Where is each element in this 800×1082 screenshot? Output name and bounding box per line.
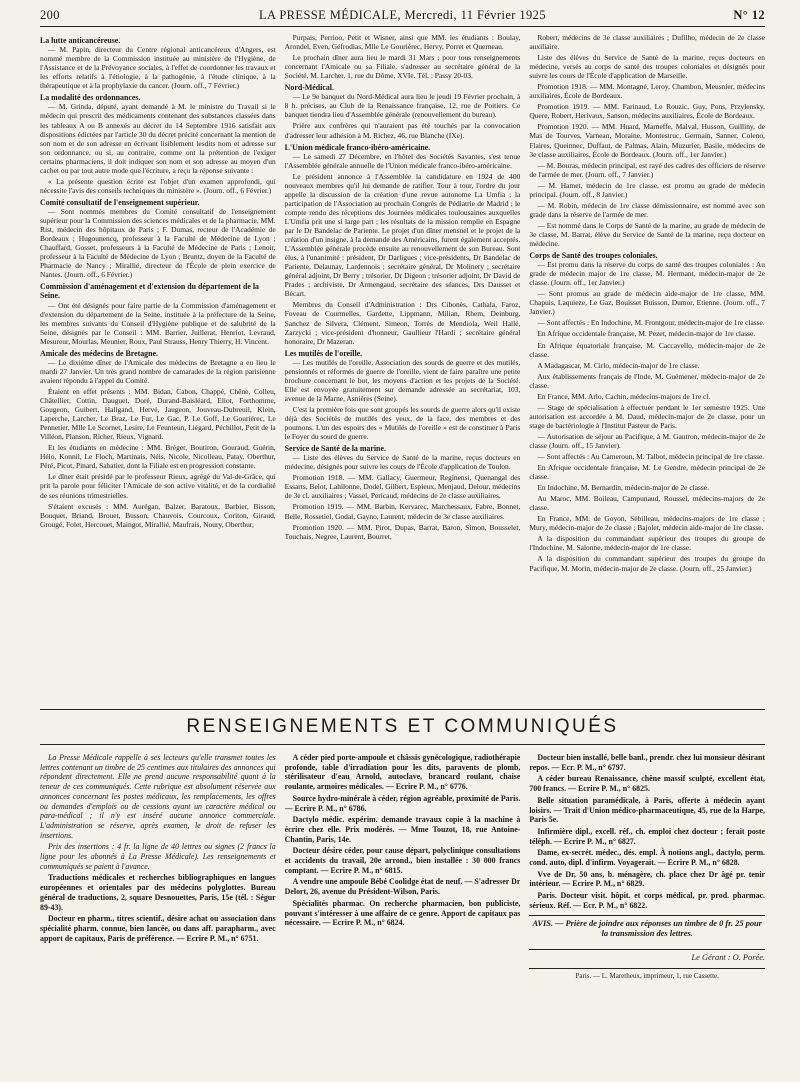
- article-paragraph: S'étaient excusés : MM. Aurégan, Balzer, Baratoux, Barbier, Bisson, Bouquet, Briand, Brouet, Busson, Chauvois, Courcoux, Coriton, Giraud, Grougé, Folet, Hercouet, Maingot, Mirallié, Maufrais, Noury, Oberthur,: [40, 501, 276, 529]
- classified-ad: Source hydro-minérale à céder, région agréable, proximité de Paris. — Ecrire P. M., n° 6786.: [284, 793, 521, 813]
- article-heading: Amicale des médecins de Bretagne.: [40, 348, 158, 358]
- classified-ad: Spécialités pharmac. On recherche pharmacien, bon publiciste, pouvant s'intéresser à une affaire de ce genre. Apport de capitaux pas nécessaire. — Ecrire P. M., n° 6824.: [284, 898, 521, 928]
- classified-ad: Vve de Dr, 50 ans, b. ménagère, ch. place chez Dr âgé pr. tenir intérieur. — Ecrire P. M., n° 6829.: [529, 869, 766, 889]
- classified-ad: A céder pied porte-ampoule et châssis gynécologique, radiothérapie profonde, table d'irradiation pour les dits, paravents de plomb, stérilisateur d'eau Arnold, autoclave, brancard roulant, chaise roulante, armoires médicales. — Ecrire P. M., n° 6776.: [284, 753, 521, 792]
- printer-line: Paris. — L. Maretheux, imprimeur, 1, rue Cassette.: [529, 968, 765, 982]
- article-paragraph: — Ont été désignés pour faire partie de la Commission d'aménagement et d'extension du département de la Seine, instituée à la préfecture de la Seine, les membres suivants du Conseil d'Hygiène publique et de salubrité de la Seine, désignés par le Conseil : MM. Barrier, Juillerat, Henriot, Levraud, Mesureur, Mourlas, Meunier, Roux, Paul Strauss, Henry Thierry, H. Vincent.: [40, 300, 276, 346]
- top-columns: [40, 33, 765, 701]
- article-paragraph: Membres du Conseil d'Administration : Drs Cibonès, Cathala, Faroz, Foveau de Courmelles, Gardette, Lippmann, Milian, Rhem, Deinburg, Sanchez de Silvera, Clément, Simeon, Torrès de Mendiola, Weil Hallé, Zarzycki ; vice-président d'honneur, Gaullieur l'Hardi ; secrétaire général honoraire, Dr Mazeran.: [284, 300, 521, 346]
- article-paragraph: — Sont affectés : En Indochine, M. Frontgour, médecin-major de 1re classe.: [537, 318, 765, 328]
- classified-ad: Belle situation paramédicale, à Paris, offerte à médecin ayant loisirs. — Trait d'Union médico-pharmaceutique, 45, rue de la Harpe, Paris 5e.: [529, 795, 766, 825]
- section-divider-bottom: [40, 744, 765, 745]
- article-paragraph: — M. Hamet, médecin de 1re classe, est promu au grade de médecin principal. (Journ. off., 8 Janvier.): [529, 180, 766, 199]
- classified-ad: Infirmière dipl., excell. réf., ch. emploi chez docteur ; ferait poste téléph. — Ecrire P. M., n° 6827.: [529, 826, 766, 846]
- article-paragraph: Le président annonce à l'Assemblée la candidature en 1924 de 400 nouveaux membres qu'il lui demande de ratifier. Tour à tour, l'ordre du jour appelle la discussion de la création d'une revue autonome La Umfia ; la participation de l'Association au prochain Congrès de Pédiatrie de Madrid ; le compte rendu des réceptions des Journées médicales toulousaines auxquelles L'Umfia prit une si large part ; les résultats de la mission remplie en Espagne par le Dr Bandelac de Pariente. Le projet d'un dîner mensuel et le projet de la création d'un insigne, à la demande des Américains, furent également acceptés. L'Assemblée générale procède ensuite au renouvellement de son Bureau. Sont élus, à l'unanimité : président, Dr Darligues ; vice-présidents, Dr Bandelac de Pariente, Delaunay, Lardennois ; secrétaire général, Dr Molinery ; secrétaire général adjoint, Dr Berry ; trésorier, Dr Digeon ; trésorier adjoint, Dr David de Prades ; archiviste, Dr Armengaud, secrétaire des séances, Drs Dausset et Bécart.: [284, 171, 521, 299]
- article-paragraph: Promotion 1918. — MM. Montagné, Leroy, Chambon, Meusnier, médecins auxiliaires, École de Bordeaux.: [529, 82, 766, 101]
- article-heading: La lutte anticancéreuse.: [40, 36, 121, 45]
- newspaper-page: [40, 6, 765, 1076]
- article-paragraph: Promotion 1919. — MM. Barbin, Kervarec, Marchessaux, Fabre, Bonnet, Belle, Rossetiel, Godal, Gayno, Laurent, médecin de 3e classe auxiliaires.: [284, 502, 521, 521]
- article-paragraph: — Est promu dans la réserve du corps de santé des troupes coloniales : Au grade de médecin major de 1re classe, M. Hermant, médecin-major de 2e classe. (Journ. off., 1er Janvier.): [529, 260, 766, 288]
- article-paragraph: — M. Bouras, médecin principal, est rayé des cadres des officiers de réserve de l'armée de mer. (Journ. off., 7 Janvier.): [529, 160, 766, 179]
- article-paragraph: — Stage de spécialisation à effectuer pendant le 1er semestre 1925. Une autorisation est accordée à M. Daud, médecin-major de 2e classe, pour un stage de bactériologie à l'Institut Pasteur de Paris.: [529, 402, 766, 430]
- top-column-3: [529, 33, 765, 701]
- article-heading: Commission d'aménagement et d'extension du département de la Seine.: [40, 282, 259, 301]
- notice: AVIS. — Prière de joindre aux réponses un timbre de 0 fr. 25 pour la transmission des lettres.: [529, 915, 765, 939]
- article-heading: Nord-Médical.: [284, 83, 334, 93]
- bottom-column-3: [529, 753, 765, 1053]
- classified-ad: Dame, ex-secrét. médec., dés. empl. À notions angl., dactylo, perm. cond. auto, dipl. d'infirm. Voyagerait. — Ecrire P. M., n° 6828.: [529, 848, 766, 868]
- page-header: [40, 6, 765, 27]
- classified-ad: Paris. Docteur visit. hôpit. et corps médical, pr. prod. pharmac. sérieux. Réf. — Ecr. P. M., n° 6822.: [529, 891, 766, 910]
- article-paragraph: — Est nommé dans le Corps de Santé de la marine, au grade de médecin de 3e classe, M. Barrat, élève du Service de Santé de la marine, reçu docteur en médecine.: [529, 220, 766, 248]
- classified-ad: Docteur en pharm., titres scientif., désire achat ou association dans spécialité pharm. connue, bien lancée, ou dans aff. parapharm., avec apport de capitaux, Paris de préférence. — Ecrire P. M., n° 6751.: [40, 914, 276, 943]
- top-column-1: [40, 33, 276, 701]
- article-heading: L'Union médicale franco-ibéro-américaine.: [284, 142, 431, 152]
- article-heading: Corps de Santé des troupes coloniales.: [529, 251, 658, 261]
- article-paragraph: — M. Papin, directeur du Centre régional anticancéreux d'Angers, est nommé membre de la Commission instituée au ministère de l'Hygiène, de l'Assistance et de la Prévoyance sociales, à l'effet de coordonner les travaux et les efforts relatifs à l'étiologie, à la pathogénie, à l'étude clinique, à la thérapeutique et à la prophylaxie du cancer. (Journ. off., 7 Février.): [40, 45, 276, 91]
- article-paragraph: Promotion 1920. — MM. Huard, Marneffe, Malval, Husson, Guilliny, de Mas de Tourves, Varnean, Moraine, Montestruc, Germain, Sanner, Coleno, Flaires, Queinnec, Duffaut, de Palmas, Alain, Muzurier, Basile, médecins de 3e classe auxiliaires, École de Bordeaux. (Journ. off., 1er Janvier.): [529, 122, 766, 159]
- classified-ad: A vendre une ampoule Bébé Coolidge état de neuf. — S'adresser Dr Delort, 26, avenue du Président-Wilson, Paris.: [284, 877, 521, 897]
- article-paragraph: En Afrique occidentale française, M. Pezet, médecin-major de 1re classe.: [537, 329, 756, 339]
- issue-number: N° 12: [733, 8, 765, 22]
- article-paragraph: En Afrique occidentale française, M. Le Gendre, médecin principal de 2e classe.: [529, 463, 766, 482]
- article-paragraph: Au Maroc, MM. Boileau, Campunaud, Roussel, médecins-majors de 2e classe.: [529, 494, 766, 513]
- article-paragraph: Et les étudiants en médecine : MM. Bréger, Boutiron, Gouraud, Guérin, Hélo, Konnil, Le Floch, Martinais, Néis, Nicole, Nicolleau, Patay, Oberthur, Péré, Picot, Pinard, Sabatier, dont la Filiale est en progression constante.: [40, 443, 276, 471]
- article-paragraph: Purpais, Perrioo, Petit et Wisner, ainsi que MM. les étudiants : Boulay, Arondel, Even, Géfrodias, Mlle Le Gouriérec, Hervy, Porret et Querneau.: [284, 33, 521, 52]
- article-paragraph: — Les mutilés de l'oreille, Association des sourds de guerre et des mutilés, pensionnés et réformés de guerre de l'oreille, vient de faire paraître une petite brochure concernant le but, les moyens d'action et les projets de la Société. Elle est envoyée gratuitement sur demande adressée au secrétariat, 103, avenue de la Marne, Asnières (Seine).: [284, 357, 521, 403]
- article-paragraph: — Liste des élèves du Service de Santé de la marine, reçus docteurs en médecine, désignés pour suivre les cours de l'École d'application de Toulon.: [284, 453, 521, 472]
- article-paragraph: A la disposition du commandant supérieur des troupes du groupe de l'Indochine, M. Salonne, médecin-major de 1re classe.: [529, 534, 766, 553]
- article-paragraph: A Madagascar, M. Cirlo, médecin-major de 1re classe.: [537, 360, 700, 370]
- top-column-2: [285, 33, 521, 701]
- article-paragraph: En Indochine, M. Bernardin, médecin-major de 2e classe.: [537, 483, 709, 493]
- section-divider: [40, 709, 765, 710]
- classified-ad: La Presse Médicale rappelle à ses lecteurs qu'elle transmet toutes les lettres contenant un timbre de 25 centimes aux titulaires des annonces qui répondent directement. Elle ne prend aucune responsabilité quant à la teneur de ces communiqués. Cette rubrique est absolument réservée aux annonces concernant les postes médicaux, les remplacements, les offres ou demandes d'emplois ou de cessions ayant un caractère médical ou para-médical ; il n'y est inséré aucune annonce commerciale. L'administration se réserve, après examen, le droit de refuser les insertions.: [40, 753, 276, 840]
- article-paragraph: En France, MM. Arlo, Cachin, médecins-majors de 1re cl.: [537, 391, 711, 401]
- classified-ad: Dactylo médic. expérim. demande travaux copie à la machine à écrire chez elle. Prix modérés. — Mme Touzot, 18, rue Antoine-Chantin, Paris, 14e.: [284, 815, 521, 844]
- classified-ad: Docteur bien installé, belle banl., prendr. chez lui monsieur désirant repos. — Ecr. P. M., n° 6797.: [529, 753, 766, 772]
- article-paragraph: — Sont nommés membres du Comité consultatif de l'enseignement supérieur pour la Commission des sciences médicales et de la pharmacie, MM. Rist, médecin des hôpitaux de Paris ; F. Dumas, recteur de l'Académie de Bordeaux ; Hugounencq, professeur à la Faculté de Médecine de Lyon ; Chauffard, Gosset, professeurs à la Faculté de Médecine de Paris ; Lenoir, professeur à la Faculté de Médecine de Lyon ; Bruntz, doyen de la Faculté de Pharmacie de Nancy ; Mirallié, directeur de l'École de plein exercice de Nantes. (Journ. off., 6 Février.): [40, 206, 276, 280]
- article-paragraph: A la disposition du commandant supérieur des troupes du groupe du Pacifique, M. Morin, médecin-major de 2e classe. (Journ. off., 25 Janvier.): [529, 554, 766, 573]
- article-paragraph: — Sont promus au grade de médecin aide-major de 1re classe, MM. Chapuis, Laquieze, Le Gaz, Bouisset Buisson, Dumor, Etienne. (Journ. off., 7 Janvier.): [529, 289, 766, 317]
- article-paragraph: Prière aux confrères qui n'auraient pas été touchés par la convocation d'adresser leur adhésion à M. Richez, 46, rue Blanche (IXe).: [284, 121, 521, 140]
- bottom-column-3-ads: [529, 753, 765, 911]
- article-paragraph: Étaient en effet présents : MM. Bidan, Cabon, Chappé, Chêne, Colleu, Châtellier, Cottin, Dauguet, Doré, Durand-Baisléard, Eliot, Forthomme, Gougeon, Guibert, Hallgand, Hervé, Jaugeon, Jouveau-Dubreuil, Klein, Laperche, Larcher, Le Braz, Le Fur, Le Gac, P. Le Goff, Le Gouriérec, Le Pennetier, Mlle Le Scornet, Lesire, Le Feunteun, Liégard, Péchillot, Petit de la Villéon, Planson, Richer, Rieux, Vignard.: [40, 387, 276, 442]
- article-paragraph: Aux établissements français de l'Inde, M. Guémener, médecin-major de 2e classe.: [529, 371, 766, 390]
- article-paragraph: Promotion 1920. — MM. Pirot, Dupas, Barrat, Baron, Simon, Bousselet, Touchais, Negree, Laurent, Bourret,: [284, 522, 521, 541]
- bottom-column-2: [285, 753, 521, 1053]
- article-paragraph: — M. Grinda, député, ayant demandé à M. le ministre du Travail si le médecin qui prescrit des médicaments contenant des substances classées dans les tableaux A ou B annexés au décret du 14 Septembre 1916 satisfait aux dispositions édictées par l'article 30 du décret précité concernant la mention de son nom et de son adresse en écrivant lisiblement lesdits nom et adresse sur son ordonnance, ou si, au contraire, comme ont la prétention de l'exiger certains pharmaciens, il doit indiquer son nom et son adresse au moyen d'un cachet ou par tout autre mode que l'écriture, a reçu la réponse suivante :: [40, 102, 276, 175]
- article-paragraph: Le dîner était présidé par le professeur Rieux, agrégé du Val-de-Grâce, qui prit la parole pour féliciter l'Amicale de son active vitalité, et de la cordialité de ses réunions trimestrielles.: [40, 472, 276, 500]
- article-heading: Service de Santé de la marine.: [284, 444, 386, 454]
- page-number: 200: [40, 8, 60, 22]
- article-paragraph: Le prochain dîner aura lieu le mardi 31 Mars ; pour tous renseignements concernant l'Amicale ou sa Filiale, s'adresser au secrétaire général de la Société, M. Larcher, 1, rue du Dôme, XVIe. Tél. : Passy 20-03.: [284, 53, 521, 81]
- article-paragraph: — Le dixième dîner de l'Amicale des médecins de Bretagne a eu lieu le mardi 27 Janvier. Un très grand nombre de camarades de la région parisienne avaient répondu à l'appel du Comité.: [40, 357, 276, 385]
- article-paragraph: En Afrique équatoriale française, M. Caccavello, médecin-major de 2e classe.: [529, 340, 766, 359]
- article-paragraph: Liste des élèves du Service de Santé de la marine, reçus docteurs en médecine, versés au corps de santé des troupes coloniales et désignés pour suivre les cours de l'École d'application de Marseille.: [529, 53, 766, 81]
- article-heading: La modalité des ordonnances.: [40, 93, 141, 103]
- article-paragraph: — Sont affectés : Au Cameroun, M. Talbot, médecin principal de 1re classe.: [537, 452, 765, 462]
- classified-ad: Docteur désire céder, pour cause départ, polyclinique consultations et accidents du travail, 20e arrond., bien installée : 30 000 francs comptant. — Ecrire P. M., n° 6815.: [284, 846, 521, 875]
- article-paragraph: En France, MM. de Goyon, Sébilleau, médecins-majors de 1re classe ; Mury, médecin-major de 2e classe ; Bajolet, médecin aide-major de 1re classe.: [529, 514, 766, 533]
- article-paragraph: Promotion 1919. — MM. Farinaud, Le Rouzic, Guy, Pons, Przylensky, Quere, Robert, Herivaux, Sanson, médecins auxiliaires, École de Bordeaux.: [529, 102, 766, 121]
- article-paragraph: C'est la première fois que sont groupés les sourds de guerre alors qu'il existe déjà des Sociétés de mutilés des yeux, de la face, des membres et des poumons. L'un des espoirs des « Mutilés de l'oreille » est de constituer à Paris le Foyer du sourd de guerre.: [284, 404, 521, 442]
- article-paragraph: — Le samedi 27 Décembre, en l'hôtel des Sociétés Savantes, s'est tenue l'Assemblée générale annuelle de l'Union médicale franco-ibéro-américaine.: [284, 151, 521, 170]
- classified-ad: Prix des insertions : 4 fr. la ligne de 40 lettres ou signes (2 francs la ligne pour les abonnés à La Presse Médicale). Les renseignements et communiqués se paient à l'avance.: [40, 842, 276, 871]
- bottom-columns: [40, 753, 765, 1053]
- classified-ad: A céder bureau Renaissance, chêne massif sculpté, excellent état, 700 francs. — Ecrire P. M., n° 6825.: [529, 774, 766, 794]
- article-heading: Comité consultatif de l'enseignement supérieur.: [40, 197, 200, 207]
- article-paragraph: « La présente question écrite est l'objet d'un examen approfondi, qui nécessite l'avis des conseils techniques du ministère ». (Journ. off., 6 Février.): [40, 176, 276, 195]
- article-paragraph: Promotion 1918. — MM. Gallacy, Guermeur, Reginensi, Quenangal des Essarts, Belot, Lahilonne, Dodel, Gilbert, Espieux, Menjaud, Delour, médecins de 3e cl. auxiliaires ; Vassel, Pericaud, médecins de 2e classe auxiliaires.: [284, 473, 521, 501]
- article-paragraph: — Autorisation de séjour au Pacifique, à M. Gautron, médecin-major de 2e classe (Journ. off., 15 Janvier).: [529, 431, 766, 450]
- article-heading: Les mutilés de l'oreille.: [284, 348, 363, 358]
- article-paragraph: — M. Robin, médecin de 1re classe démissionnaire, est nommé avec son grade dans la réserve de l'armée de mer.: [529, 200, 766, 219]
- bottom-column-1: [40, 753, 276, 1053]
- article-paragraph: Robert, médecins de 3e classe auxiliaires ; Dufilho, médecin de 2e classe auxiliaire.: [529, 33, 766, 52]
- classified-ad: Traductions médicales et recherches bibliographiques en langues européennes et orientales par des médecins polyglottes. Bureau général de traductions, 2, square Desnouettes, Paris, 15e (tél. : Ségur 89-43).: [40, 873, 276, 912]
- article-paragraph: — Le 9e banquet du Nord-Médical aura lieu le jeudi 19 Février prochain, à 8 h. précises, au Club de la Renaissance française, 12, rue de Poitiers. Ce banquet tiendra lieu d'Assemblée générale (renouvellement du bureau).: [284, 92, 521, 120]
- running-title: LA PRESSE MÉDICALE, Mercredi, 11 Février 1925: [259, 8, 546, 22]
- section-banner: RENSEIGNEMENTS ET COMMUNIQUÉS: [186, 716, 619, 737]
- gerant-line: Le Gérant : O. Porée.: [529, 949, 765, 963]
